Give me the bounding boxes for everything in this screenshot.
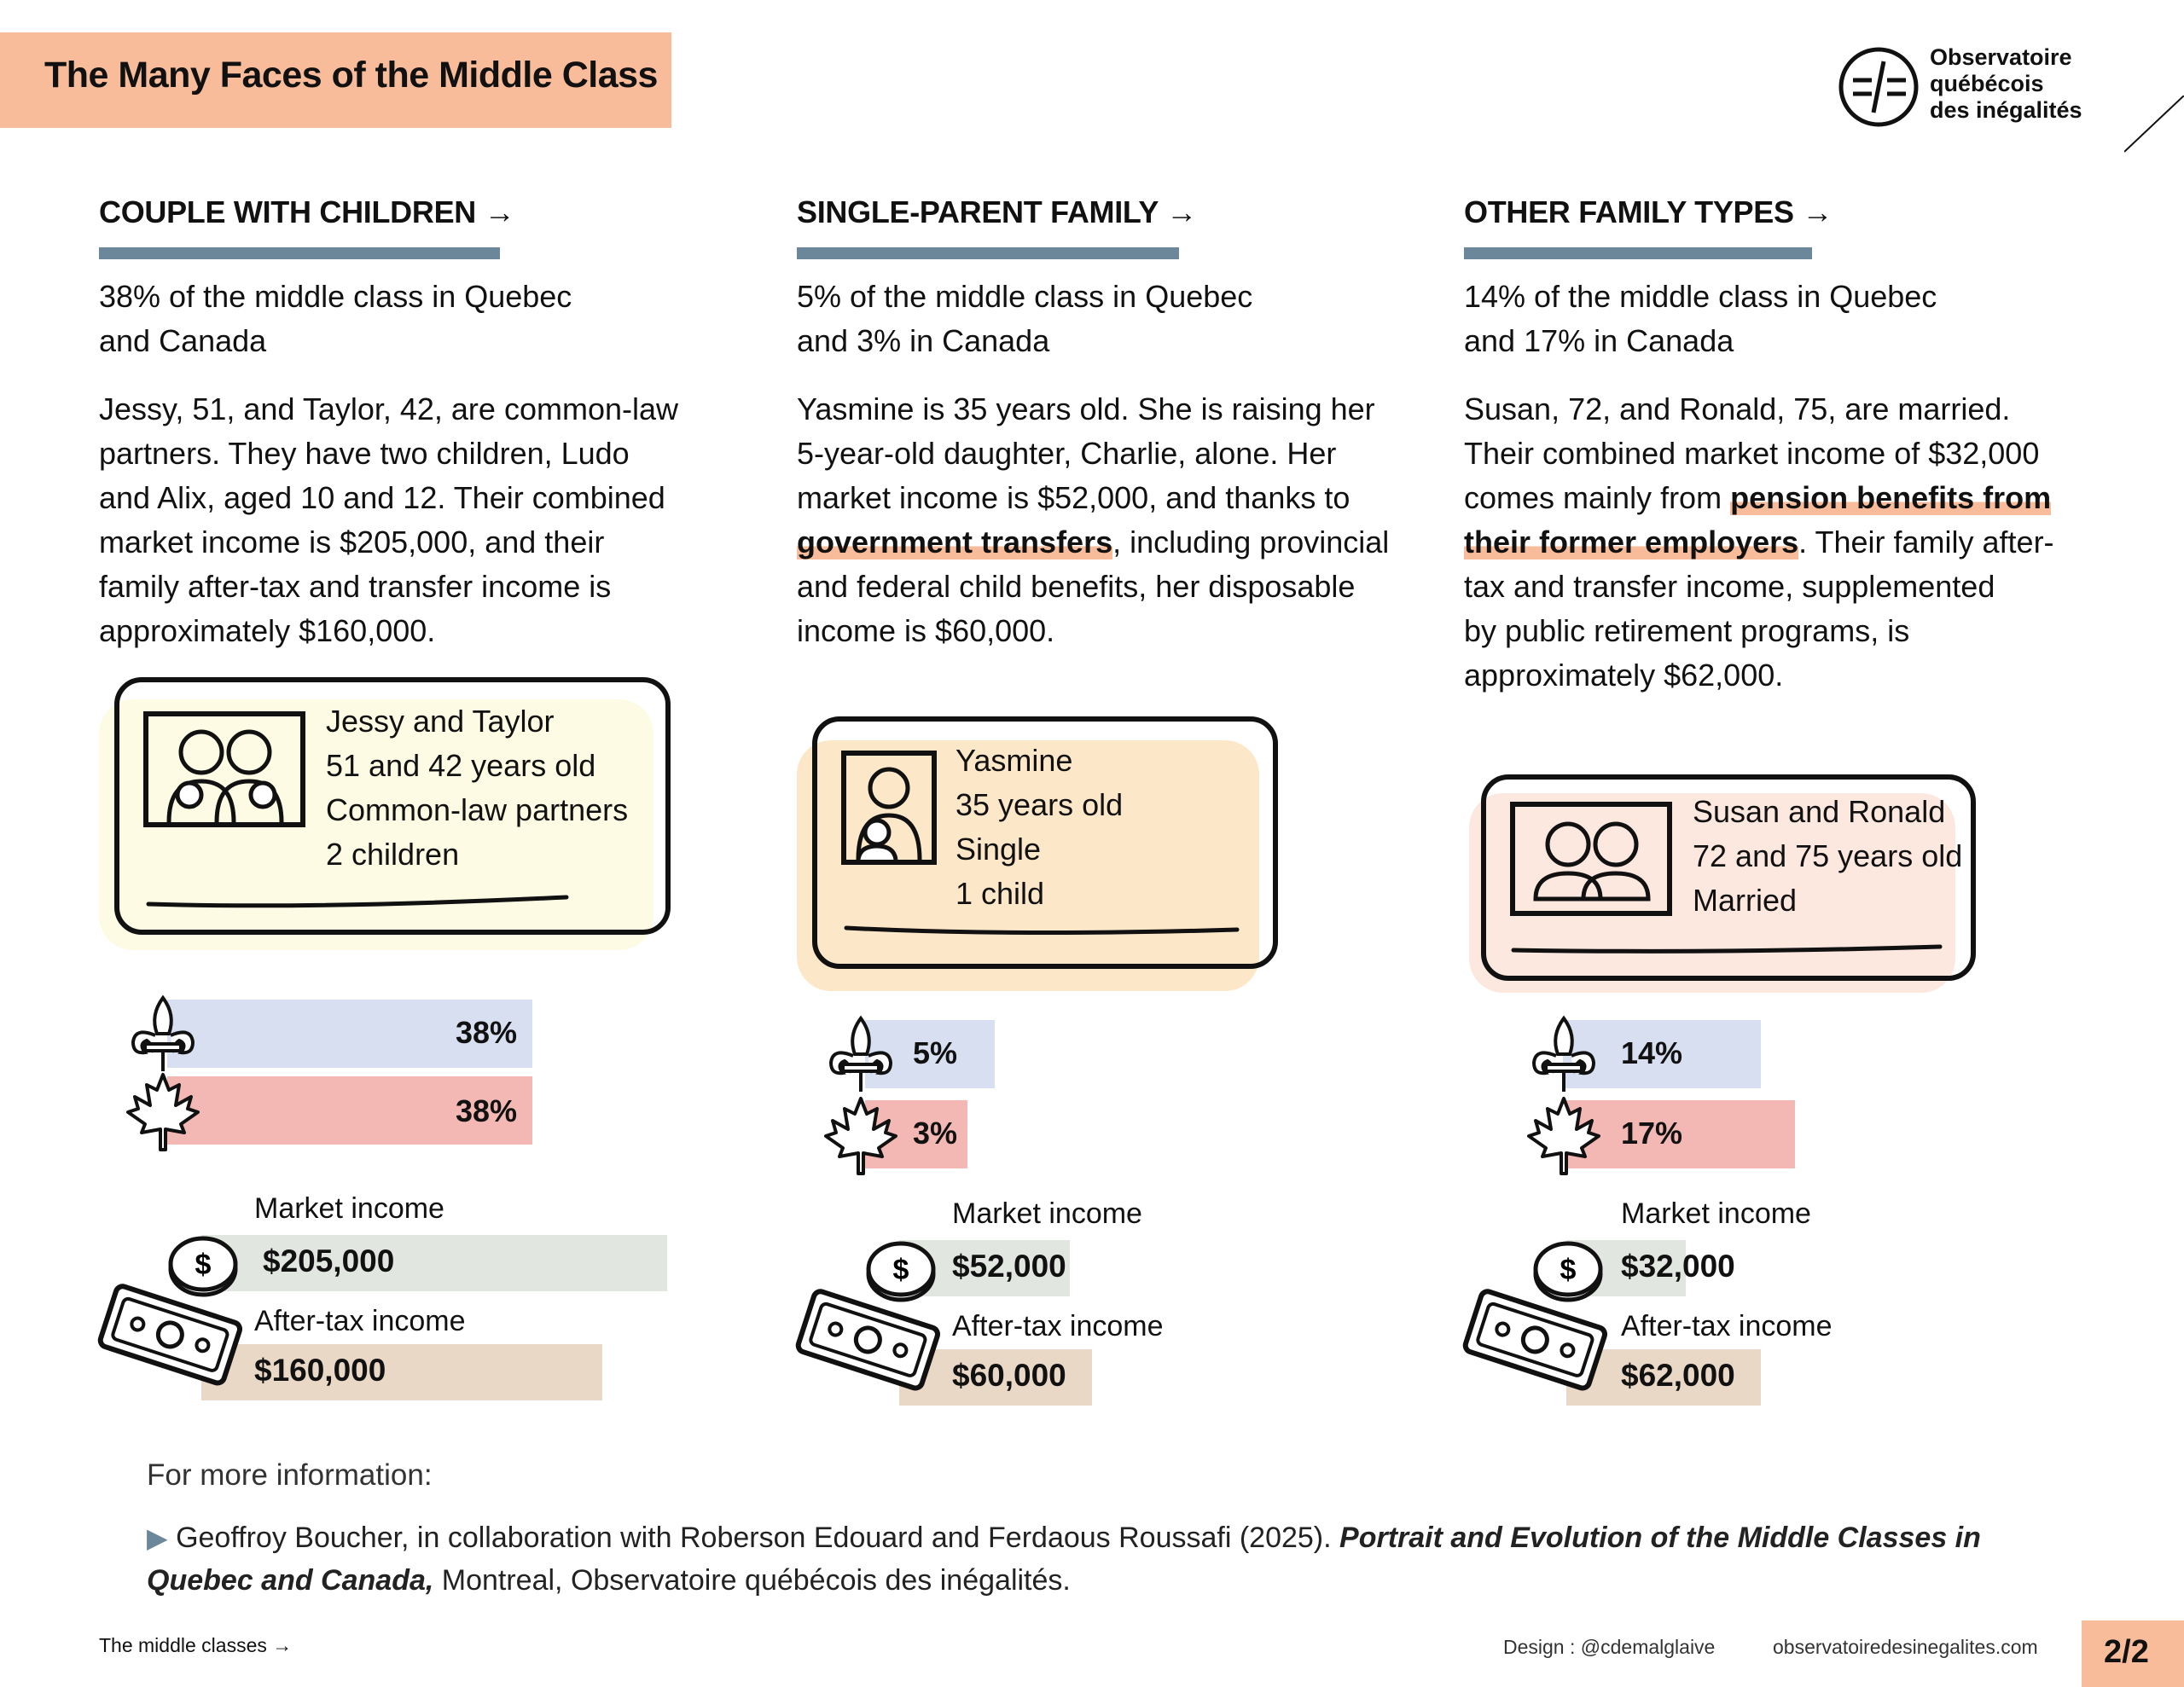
banknote-icon — [94, 1278, 247, 1388]
maple-leaf-icon — [1527, 1095, 1600, 1177]
highlight-government-transfers: government transfers — [797, 525, 1113, 559]
triangle-bullet-icon: ▶ — [147, 1522, 168, 1553]
highlight-former-employers: their former employers — [1464, 525, 1799, 559]
footer-website-link[interactable]: observatoiredesinegalites.com — [1773, 1636, 2038, 1658]
heading-rule — [797, 247, 1179, 259]
maple-leaf-icon — [126, 1071, 200, 1153]
fleur-de-lis-icon — [1527, 1013, 1600, 1095]
banknote-icon — [1459, 1283, 1612, 1394]
card-details: Susan and Ronald 72 and 75 years old Married — [1693, 794, 1963, 918]
quebec-share-label: 5% — [913, 1035, 958, 1070]
footer-design-credit: Design : @cdemalglaive — [1503, 1636, 1716, 1658]
story-text: Susan, 72, and Ronald, 75, are married. Their combined market income of $32,000 comes mainly from pension benefits from their former employers. Their family after- tax and transfer income, supplemented by public retirement programs, is approximately $62,000. — [1464, 391, 2054, 693]
after-tax-income-value: $62,000 — [1621, 1358, 1735, 1393]
column-heading[interactable]: SINGLE-PARENT FAMILY → — [797, 194, 1197, 229]
card-details: Yasmine 35 years old Single 1 child — [956, 743, 1124, 911]
column-heading[interactable]: COUPLE WITH CHILDREN → — [99, 194, 515, 229]
story-text: Jessy, 51, and Taylor, 42, are common-law partners. They have two children, Ludo and Alix, aged 10 and 12. Their combined market income is $205,000, and their family after-tax and transfer income is approximately $160,000. — [99, 391, 678, 648]
canada-share-label: 17% — [1621, 1116, 1683, 1151]
after-tax-income-label: After-tax income — [254, 1305, 466, 1337]
canada-share-label: 38% — [456, 1093, 518, 1128]
footer-section-link[interactable]: The middle classes → — [99, 1634, 293, 1656]
more-info-label: For more information: — [147, 1458, 433, 1492]
heading-rule — [1464, 247, 1812, 259]
quebec-share-label: 38% — [456, 1015, 518, 1050]
corner-decoration — [2124, 96, 2184, 155]
highlight-pension-benefits: pension benefits from — [1730, 480, 2052, 515]
signature-line — [843, 918, 1244, 943]
observatoire-logo-icon — [1834, 44, 1928, 130]
quebec-share-label: 14% — [1621, 1035, 1683, 1070]
publication-title: Portrait and Evolution of the Middle Classes in Quebec and Canada, — [147, 1522, 1981, 1597]
fleur-de-lis-icon — [824, 1013, 897, 1095]
portrait-frame — [143, 711, 305, 827]
parent-and-child-icon — [846, 756, 932, 860]
heading-rule — [99, 247, 500, 259]
market-income-value: $205,000 — [263, 1244, 395, 1278]
card-details: Jessy and Taylor 51 and 42 years old Common-law partners 2 children — [326, 704, 629, 872]
couple-with-children-icon — [148, 716, 300, 822]
banknote-icon — [792, 1283, 945, 1394]
page-number: 2/2 — [2104, 1634, 2149, 1670]
svg-text:$: $ — [1560, 1254, 1577, 1286]
portrait-frame — [841, 751, 937, 865]
svg-text:$: $ — [195, 1249, 212, 1281]
market-income-value: $32,000 — [1621, 1249, 1735, 1284]
column-couple-with-children — [99, 194, 713, 653]
page-title: The Many Faces of the Middle Class — [44, 55, 658, 96]
after-tax-income-label: After-tax income — [1621, 1310, 1833, 1342]
after-tax-income-label: After-tax income — [952, 1310, 1164, 1342]
market-income-label: Market income — [952, 1197, 1142, 1230]
maple-leaf-icon — [824, 1095, 897, 1177]
reference-citation[interactable]: ▶ Geoffroy Boucher, in collaboration with Roberson Edouard and Ferdaous Roussafi (2025). Portrait and Evolution of the Middle Classes in Quebec and Canada, Montreal, Observatoire québécois des inégalités. — [147, 1522, 1981, 1597]
column-heading[interactable]: OTHER FAMILY TYPES → — [1464, 194, 1833, 229]
after-tax-income-value: $60,000 — [952, 1358, 1066, 1393]
after-tax-income-value: $160,000 — [254, 1353, 386, 1388]
market-income-value: $52,000 — [952, 1249, 1066, 1284]
logo-wordmark: Observatoire québécois des inégalités — [1930, 44, 2082, 123]
market-income-label: Market income — [254, 1192, 444, 1225]
column-other-family-types — [1464, 194, 2095, 698]
market-income-label: Market income — [1621, 1197, 1811, 1230]
fleur-de-lis-icon — [126, 993, 200, 1075]
portrait-frame — [1510, 802, 1672, 916]
share-text: 38% of the middle class in Quebec and Canada — [99, 279, 572, 358]
share-text: 5% of the middle class in Quebec and 3% in Canada — [797, 279, 1253, 358]
svg-text:$: $ — [892, 1254, 909, 1286]
share-text: 14% of the middle class in Quebec and 17% in Canada — [1464, 279, 1937, 358]
story-text: Yasmine is 35 years old. She is raising her 5-year-old daughter, Charlie, alone. Her market income is $52,000, and thanks to government transfers, including provincial and federal child benefits, her disposable income is $60,000. — [797, 391, 1390, 648]
title-banner — [0, 32, 671, 128]
signature-line — [1510, 936, 1945, 962]
canada-share-label: 3% — [913, 1116, 958, 1151]
column-single-parent-family — [797, 194, 1428, 653]
page-number-badge — [2082, 1620, 2184, 1687]
signature-line — [145, 887, 572, 913]
couple-icon — [1515, 807, 1667, 911]
